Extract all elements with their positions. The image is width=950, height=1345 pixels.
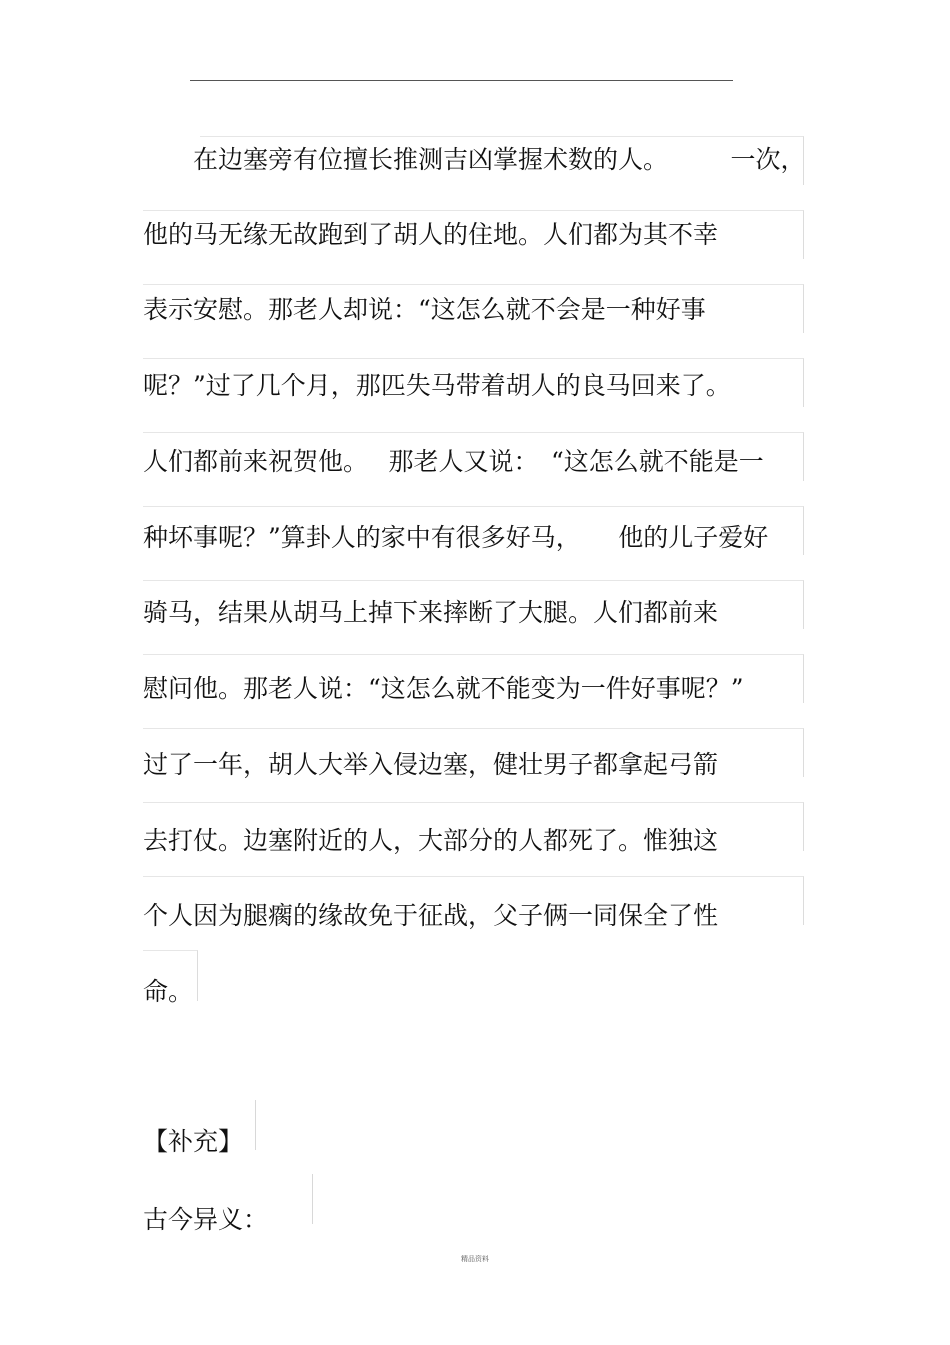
- paragraph-line: 骑马，结果从胡马上掉下来摔断了大腿。人们都前来: [143, 598, 719, 627]
- supplement-subheading: 古今异义：: [143, 1205, 269, 1234]
- paragraph-line: 个人因为腿瘸的缘故免于征战，父子俩一同保全了性: [143, 901, 719, 930]
- paragraph-line: 慰问他。那老人说：“这怎么就不能变为一件好事呢？”: [143, 674, 744, 703]
- paragraph-line: 呢？”过了几个月，那匹失马带着胡人的良马回来了。: [143, 371, 731, 400]
- heading-frame: [255, 1100, 256, 1150]
- paragraph-line: 过了一年，胡人大举入侵边塞，健壮男子都拿起弓箭: [143, 750, 719, 779]
- subheading-frame: [312, 1174, 313, 1224]
- header-rule: [190, 80, 733, 81]
- page-footer: 精品资料: [461, 1255, 489, 1263]
- paragraph-line: 人们都前来祝贺他。 那老人又说： “这怎么就不能是一: [143, 447, 764, 476]
- paragraph-line: 表示安慰。那老人却说：“这怎么就不会是一种好事: [143, 295, 706, 324]
- paragraph-line: 种坏事呢？”算卦人的家中有很多好马， 他的儿子爱好: [143, 523, 769, 552]
- paragraph-line: 在边塞旁有位擅长推测吉凶掌握术数的人。 一次，: [143, 145, 806, 174]
- paragraph-line: 命。: [143, 977, 194, 1006]
- supplement-heading: 【补充】: [143, 1127, 244, 1156]
- paragraph-line: 他的马无缘无故跑到了胡人的住地。人们都为其不幸: [143, 220, 719, 249]
- paragraph-line: 去打仗。边塞附近的人，大部分的人都死了。惟独这: [143, 826, 719, 855]
